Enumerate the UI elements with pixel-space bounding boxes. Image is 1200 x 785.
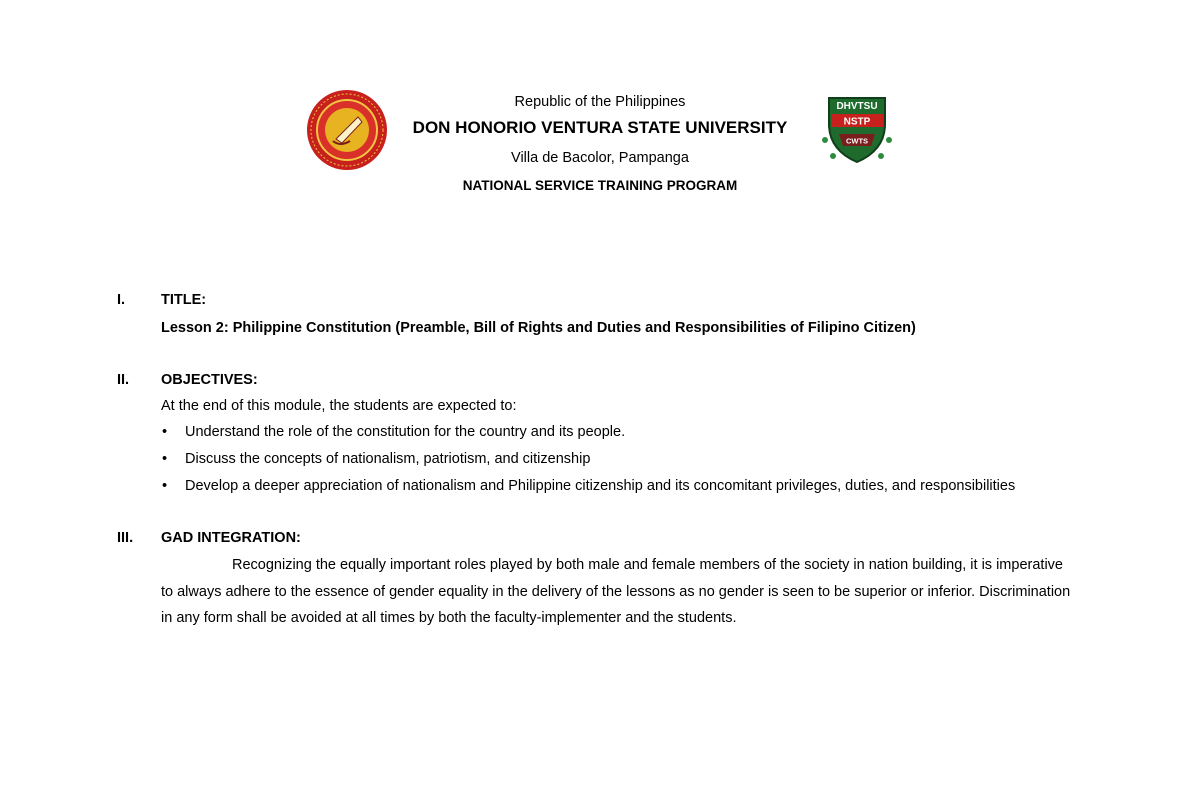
- section-number-gad: III.: [117, 530, 134, 546]
- bullet-icon: •: [162, 478, 168, 494]
- university-location: Villa de Bacolor, Pampanga: [511, 150, 689, 166]
- section-number-title: I.: [117, 292, 126, 308]
- gad-paragraph-line: Recognizing the equally important roles played by both male and female members of the society in nation building, it is imperative: [232, 557, 1063, 573]
- gad-paragraph-line: in any form shall be avoided at all times by both the faculty-implementer and the students.: [161, 610, 737, 626]
- republic-line: Republic of the Philippines: [514, 94, 686, 110]
- lesson-title: Lesson 2: Philippine Constitution (Preamble, Bill of Rights and Duties and Responsibilities of Filipino Citizen): [161, 320, 916, 336]
- section-number-objectives: II.: [117, 372, 130, 388]
- objectives-intro: At the end of this module, the students are expected to:: [161, 398, 517, 414]
- bullet-icon: •: [162, 451, 168, 467]
- shield-top-text: DHVTSU: [836, 101, 878, 112]
- shield-bottom-text: CWTS: [845, 136, 869, 146]
- section-heading-gad: GAD INTEGRATION:: [161, 530, 301, 546]
- objective-item: Understand the role of the constitution for the country and its people.: [185, 424, 626, 440]
- shield-band-text: NSTP: [843, 116, 871, 128]
- university-name: DON HONORIO VENTURA STATE UNIVERSITY: [412, 118, 788, 137]
- section-heading-objectives: OBJECTIVES:: [161, 372, 258, 388]
- objective-item: Discuss the concepts of nationalism, patriotism, and citizenship: [185, 451, 591, 467]
- section-heading-title: TITLE:: [161, 292, 207, 308]
- program-name: NATIONAL SERVICE TRAINING PROGRAM: [462, 178, 738, 193]
- objective-item: Develop a deeper appreciation of nationalism and Philippine citizenship and its concomitant privileges, duties, and responsibilities: [185, 478, 1016, 494]
- bullet-icon: •: [162, 424, 168, 440]
- gad-paragraph-line: to always adhere to the essence of gender equality in the delivery of the lessons as no gender is seen to be superior or inferior. Discrimination: [161, 584, 1071, 600]
